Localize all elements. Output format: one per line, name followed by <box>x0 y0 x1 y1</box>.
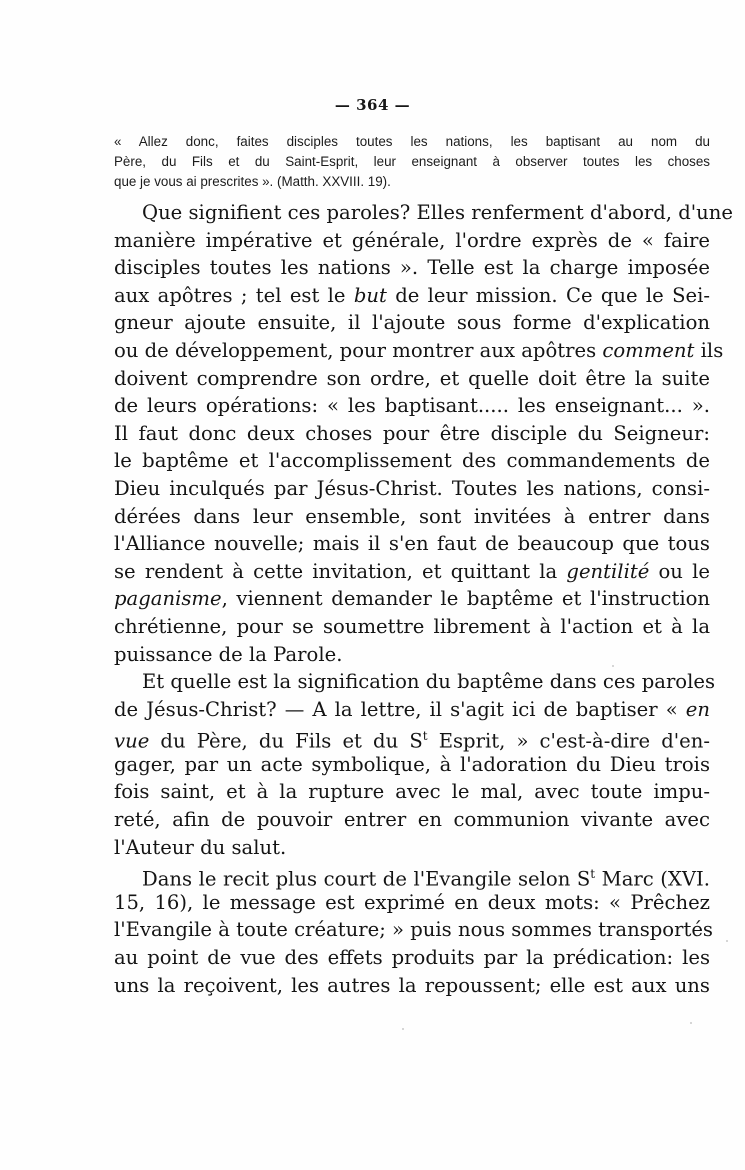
text-line: de leurs opérations: « les baptisant..... les enseignant... ». <box>114 394 710 418</box>
text-line: doivent comprendre son ordre, et quelle doit être la suite <box>114 366 710 390</box>
epigraph-quote <box>114 132 710 192</box>
text-line: le baptême et l'accomplissement des commandements de <box>114 449 710 473</box>
body-text <box>114 199 734 999</box>
text-line: aux apôtres ; tel est le but de leur mission. Ce que le Sei- <box>114 283 710 307</box>
text-line: Il faut donc deux choses pour être disciple du Seigneur: <box>114 421 710 445</box>
scan-speck <box>612 665 614 667</box>
text-line: paganisme, viennent demander le baptême et l'instruction <box>114 587 710 611</box>
text-line: au point de vue des effets produits par la prédication: les <box>114 946 710 970</box>
italic-word: but <box>353 283 387 307</box>
text-line: l'Evangile à toute créature; » puis nous sommes transportés <box>114 918 713 942</box>
text-line: gager, par un acte symbolique, à l'adoration du Dieu trois <box>114 752 710 776</box>
text-line: ou de développement, pour montrer aux apôtres comment ils <box>114 338 724 362</box>
text-line: chrétienne, pour se soumettre librement à l'action et à la <box>114 614 710 638</box>
italic-word: en <box>685 697 710 721</box>
italic-word: comment <box>602 338 695 362</box>
text-line: 15, 16), le message est exprimé en deux mots: « Prêchez <box>114 890 710 914</box>
superscript: t <box>422 729 428 744</box>
scan-speck <box>690 1022 692 1024</box>
scan-speck <box>726 940 728 942</box>
quote-line-2: Père, du Fils et du Saint-Esprit, leur enseignant à observer toutes les choses <box>114 154 710 169</box>
text-line: puissance de la Parole. <box>114 642 343 666</box>
italic-word: paganisme <box>114 587 222 611</box>
text-line: se rendent à cette invitation, et quittant la gentilité ou le <box>114 559 710 583</box>
text-line: de Jésus-Christ? — A la lettre, il s'agit ici de baptiser « en <box>114 697 710 721</box>
text-line: Dieu inculqués par Jésus-Christ. Toutes les nations, consi- <box>114 476 710 500</box>
superscript: t <box>590 867 596 882</box>
scan-speck <box>402 1028 404 1030</box>
text-line: gneur ajoute ensuite, il l'ajoute sous forme d'explication <box>114 311 710 335</box>
text-line: dérées dans leur ensemble, sont invitées à entrer dans <box>114 504 710 528</box>
page-number: — 364 — <box>334 96 411 114</box>
text-line: reté, afin de pouvoir entrer en communion vivante avec <box>114 808 710 832</box>
italic-word: vue <box>114 729 150 753</box>
text-line: fois saint, et à la rupture avec le mal, avec toute impu- <box>114 780 710 804</box>
text-line: disciples toutes les nations ». Telle est la charge imposée <box>114 256 710 280</box>
text-line: Et quelle est la signification du baptême dans ces paroles <box>142 670 716 694</box>
text-line: vue du Père, du Fils et du $S^t$ Esprit, » c'est-à-dire d'en- <box>114 729 711 753</box>
text-line: manière impérative et générale, l'ordre exprès de « faire <box>114 228 710 252</box>
italic-word: gentilité <box>566 559 650 583</box>
text-line: Dans le recit plus court de l'Evangile selon $S^t$ Marc (XVI. <box>142 867 711 891</box>
text-line: l'Alliance nouvelle; mais il s'en faut de beaucoup que tous <box>114 532 710 556</box>
text-line: Que signifient ces paroles? Elles renferment d'abord, d'une <box>142 201 734 224</box>
quote-line-1: « Allez donc, faites disciples toutes les nations, les baptisant au nom du <box>114 134 710 149</box>
text-line: l'Auteur du salut. <box>114 835 287 859</box>
quote-line-3: que je vous ai prescrites ». (Matth. XXVIII. 19). <box>114 174 391 189</box>
text-line: uns la reçoivent, les autres la repoussent; elle est aux uns <box>114 973 710 997</box>
